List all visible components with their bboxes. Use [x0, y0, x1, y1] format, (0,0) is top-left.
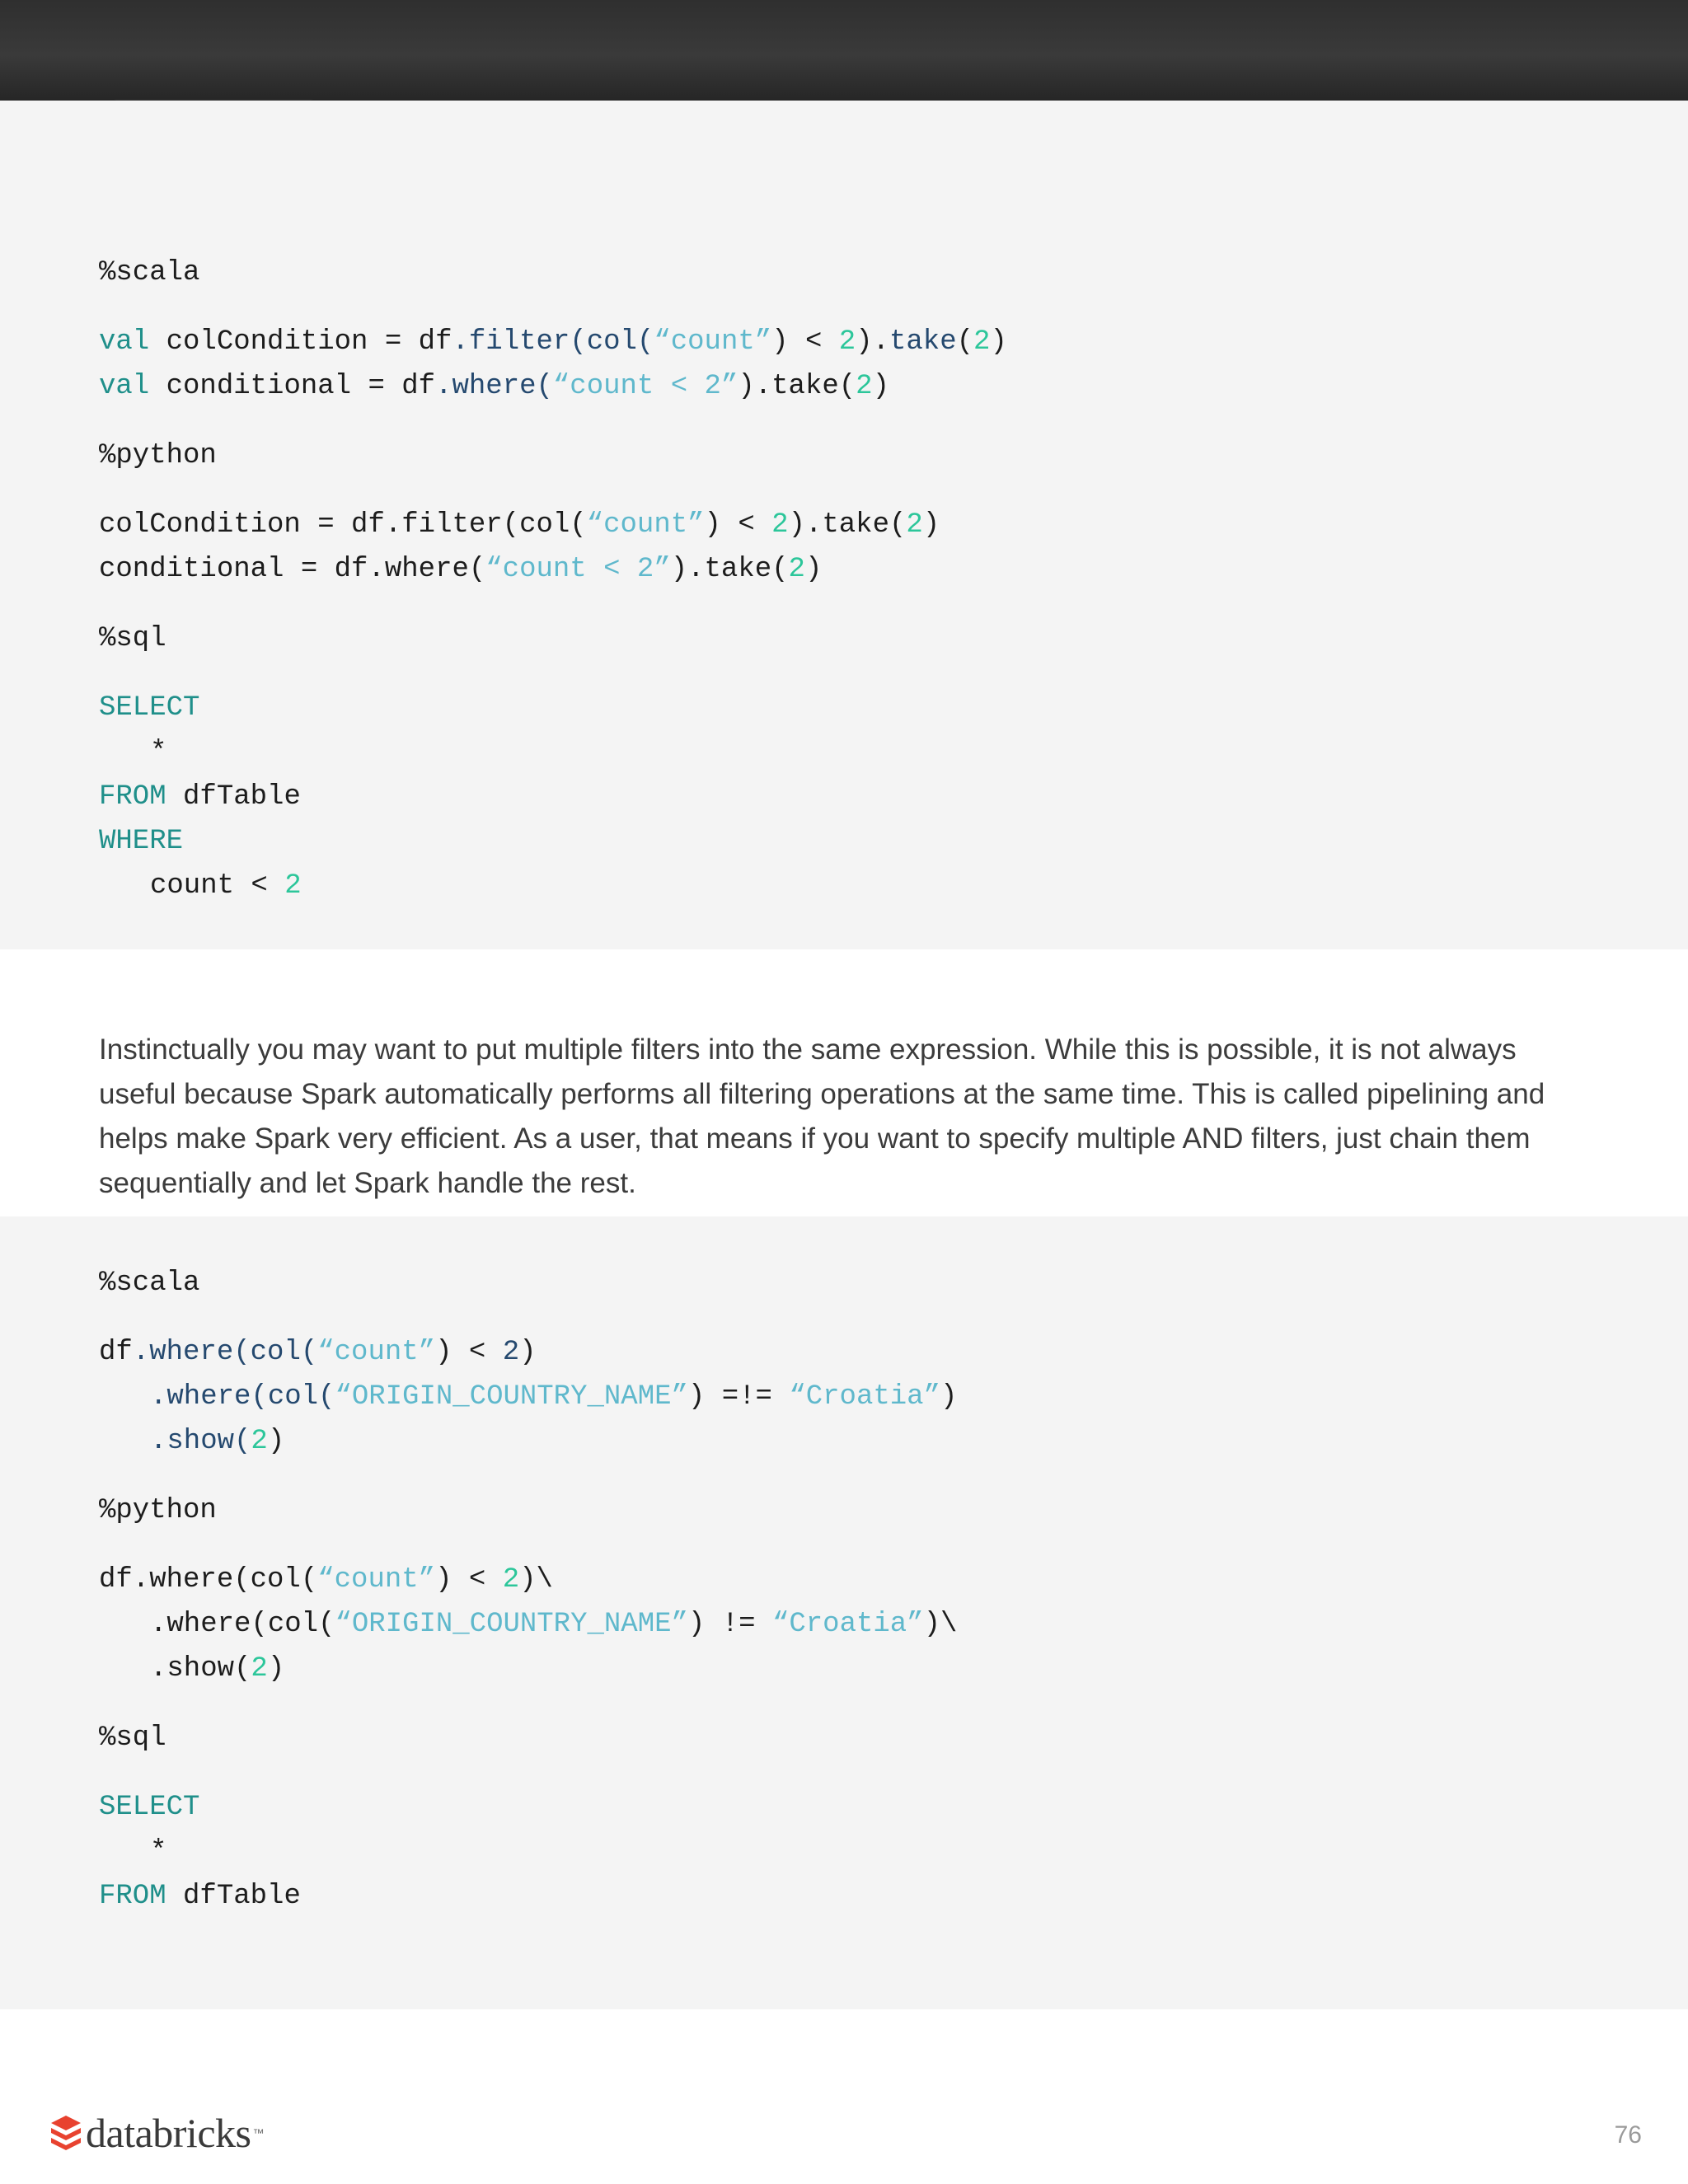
- code-token: ): [267, 1653, 285, 1685]
- code-token: 2: [838, 326, 856, 358]
- code-line: [99, 1716, 957, 1760]
- code-line: [99, 1874, 957, 1919]
- code-line: [99, 434, 1007, 478]
- code-token: .show(: [150, 1653, 251, 1685]
- code-lines: [99, 251, 1007, 908]
- code-token: %sql: [99, 1722, 166, 1754]
- code-token: “count”: [654, 326, 772, 358]
- code-line: [99, 503, 1007, 547]
- code-token: *: [150, 737, 167, 768]
- code-token: .where(col(: [150, 1381, 335, 1413]
- code-token: SELECT: [99, 692, 200, 724]
- top-banner: [0, 0, 1688, 101]
- code-token: colCondition = df: [149, 326, 452, 358]
- code-token: (: [956, 326, 974, 358]
- code-token: dfTable: [166, 781, 301, 813]
- code-token: “Croatia”: [771, 1609, 924, 1640]
- code-token: ) !=: [687, 1609, 772, 1640]
- code-token: 2: [502, 1337, 520, 1368]
- code-token: “Croatia”: [789, 1381, 940, 1413]
- page-number: 76: [1614, 2121, 1642, 2149]
- code-token: ).take(: [788, 509, 907, 541]
- code-line: [99, 1647, 957, 1691]
- code-token: 2: [284, 870, 302, 902]
- code-token: .show(: [150, 1426, 251, 1457]
- code-token: .filter(col(: [452, 326, 654, 358]
- code-token: “count”: [317, 1337, 436, 1368]
- code-line: [99, 364, 1007, 409]
- code-token: colCondition = df.filter(col(: [99, 509, 587, 541]
- code-token: ) <: [435, 1337, 503, 1368]
- code-block-filter-where: [0, 101, 1688, 949]
- code-token: %python: [99, 440, 217, 471]
- code-token: “count < 2”: [485, 554, 671, 585]
- body-paragraph: Instinctually you may want to put multiple filters into the same expression. While this is possible, it is not always useful because Spark automatically performs all filtering operations at the same time. This is called pipelining and helps make Spark very efficient. As a user, that means if you want to specify multiple AND filters, just chain them sequentially and let Spark handle the rest.: [99, 1033, 1545, 1199]
- code-token: .where(: [435, 371, 553, 402]
- code-token: 2: [788, 554, 805, 585]
- code-line: [99, 547, 1007, 592]
- trademark-symbol: ™: [252, 2126, 265, 2139]
- code-token: %sql: [99, 623, 166, 654]
- code-token: ) <: [771, 326, 839, 358]
- code-token: )\: [519, 1564, 553, 1596]
- code-line: [99, 1830, 957, 1874]
- code-token: “count”: [317, 1564, 436, 1596]
- code-token: %scala: [99, 1268, 200, 1299]
- code-token: ): [940, 1381, 958, 1413]
- code-line: [99, 1419, 957, 1464]
- code-token: 2: [502, 1564, 520, 1596]
- code-token: *: [150, 1836, 167, 1868]
- code-line: [99, 320, 1007, 364]
- code-line: [99, 775, 1007, 819]
- code-token: %python: [99, 1495, 217, 1526]
- code-line: [99, 819, 1007, 864]
- code-token: FROM: [99, 781, 166, 813]
- code-line: [99, 1488, 957, 1533]
- code-token: .where(col(: [150, 1609, 335, 1640]
- code-token: 2: [251, 1653, 268, 1685]
- code-lines: [99, 1261, 957, 1919]
- code-token: 2: [856, 371, 873, 402]
- code-token: count <: [150, 870, 285, 902]
- code-line: [99, 1261, 957, 1305]
- code-token: 2: [251, 1426, 268, 1457]
- code-token: ).take(: [670, 554, 789, 585]
- code-token: take: [889, 326, 957, 358]
- code-line: [99, 864, 1007, 908]
- code-token: df.where(col(: [99, 1564, 318, 1596]
- code-token: 2: [771, 509, 789, 541]
- code-line: [99, 1558, 957, 1602]
- code-token: ) =!=: [687, 1381, 790, 1413]
- code-token: ): [872, 371, 889, 402]
- code-line: [99, 1785, 957, 1830]
- code-token: )\: [923, 1609, 958, 1640]
- code-token: ) <: [435, 1564, 503, 1596]
- code-token: df: [99, 1337, 133, 1368]
- code-token: ): [519, 1337, 537, 1368]
- code-token: .where(col(: [132, 1337, 318, 1368]
- code-token: conditional = df: [149, 371, 436, 402]
- code-line: [99, 616, 1007, 661]
- code-token: 2: [906, 509, 923, 541]
- databricks-logo-text: databricks: [86, 2110, 251, 2156]
- code-token: ): [922, 509, 940, 541]
- code-token: 2: [973, 326, 991, 358]
- code-token: ).: [856, 326, 889, 358]
- code-token: “ORIGIN_COUNTRY_NAME”: [335, 1609, 688, 1640]
- code-token: ): [990, 326, 1007, 358]
- code-line: [99, 686, 1007, 730]
- code-token: ) <: [704, 509, 772, 541]
- databricks-logo-icon: [49, 2114, 82, 2152]
- code-token: ): [804, 554, 823, 585]
- databricks-logo: [49, 2108, 264, 2158]
- code-token: “count < 2”: [552, 371, 738, 402]
- code-token: val: [99, 371, 150, 402]
- code-line: [99, 1375, 957, 1419]
- code-token: “count”: [586, 509, 705, 541]
- code-token: SELECT: [99, 1792, 200, 1823]
- code-token: FROM: [99, 1881, 166, 1912]
- code-token: dfTable: [166, 1881, 301, 1912]
- code-token: ).take(: [738, 371, 856, 402]
- code-block-chained-filters: [0, 1216, 1688, 2009]
- code-line: [99, 1330, 957, 1375]
- code-token: WHERE: [99, 826, 184, 857]
- code-line: [99, 1602, 957, 1647]
- code-line: [99, 251, 1007, 295]
- code-token: “ORIGIN_COUNTRY_NAME”: [335, 1381, 688, 1413]
- code-token: val: [99, 326, 150, 358]
- code-token: conditional = df.where(: [99, 554, 486, 585]
- code-token: ): [267, 1426, 285, 1457]
- code-token: %scala: [99, 257, 200, 288]
- code-line: [99, 730, 1007, 775]
